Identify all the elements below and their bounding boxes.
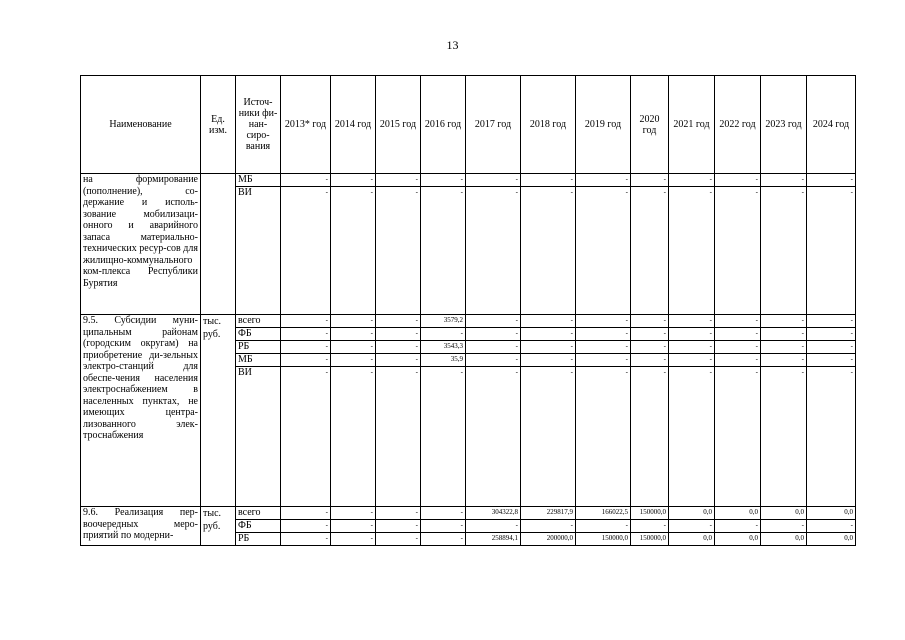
funding-source: ВИ: [236, 367, 281, 507]
value-cell: -: [669, 315, 715, 328]
value-cell: -: [761, 315, 807, 328]
value-cell: -: [421, 533, 466, 546]
value-cell: -: [281, 328, 331, 341]
value-cell: -: [521, 187, 576, 315]
value-cell: -: [761, 367, 807, 507]
header-year: 2013* год: [281, 76, 331, 174]
value-cell: 3579,2: [421, 315, 466, 328]
funding-source: всего: [236, 315, 281, 328]
table-row: [81, 315, 856, 328]
funding-source: МБ: [236, 354, 281, 367]
value-cell: -: [576, 315, 631, 328]
value-cell: -: [807, 187, 856, 315]
value-cell: -: [761, 174, 807, 187]
item-unit: [201, 174, 236, 315]
value-cell: -: [631, 187, 669, 315]
value-cell: -: [669, 367, 715, 507]
value-cell: 150000,0: [576, 533, 631, 546]
header-name: Наименование: [81, 76, 201, 174]
value-cell: -: [466, 174, 521, 187]
value-cell: -: [376, 507, 421, 520]
funding-source: МБ: [236, 174, 281, 187]
value-cell: -: [466, 520, 521, 533]
value-cell: -: [669, 520, 715, 533]
value-cell: -: [631, 520, 669, 533]
value-cell: 0,0: [761, 533, 807, 546]
value-cell: -: [576, 354, 631, 367]
header-year: 2019 год: [576, 76, 631, 174]
funding-source: всего: [236, 507, 281, 520]
value-cell: -: [807, 520, 856, 533]
value-cell: -: [631, 354, 669, 367]
value-cell: -: [807, 367, 856, 507]
value-cell: -: [576, 187, 631, 315]
value-cell: -: [331, 354, 376, 367]
item-name: 9.5. Субсидии муни-ципальным районам (городским округам) на приобретение ди-зельных электро-станций для обеспе-чения населения электроснабжением в населенных пунктах, не имеющих центра-лизованного элек-троснабжения: [81, 315, 201, 507]
value-cell: -: [521, 367, 576, 507]
value-cell: -: [807, 328, 856, 341]
value-cell: 0,0: [807, 507, 856, 520]
value-cell: -: [421, 187, 466, 315]
value-cell: -: [466, 367, 521, 507]
value-cell: 0,0: [669, 533, 715, 546]
value-cell: 304322,8: [466, 507, 521, 520]
value-cell: -: [576, 341, 631, 354]
value-cell: -: [466, 328, 521, 341]
value-cell: 258894,1: [466, 533, 521, 546]
value-cell: -: [521, 315, 576, 328]
value-cell: -: [715, 520, 761, 533]
value-cell: -: [376, 367, 421, 507]
value-cell: -: [631, 367, 669, 507]
value-cell: -: [466, 315, 521, 328]
value-cell: 0,0: [807, 533, 856, 546]
value-cell: -: [631, 341, 669, 354]
funding-source: ВИ: [236, 187, 281, 315]
value-cell: -: [576, 328, 631, 341]
item-unit: тыс. руб.: [201, 315, 236, 507]
value-cell: -: [331, 328, 376, 341]
value-cell: -: [281, 533, 331, 546]
value-cell: -: [331, 315, 376, 328]
value-cell: -: [421, 328, 466, 341]
value-cell: -: [421, 507, 466, 520]
item-unit: тыс. руб.: [201, 507, 236, 546]
table-body: [81, 174, 856, 546]
value-cell: -: [376, 341, 421, 354]
value-cell: -: [807, 354, 856, 367]
value-cell: -: [715, 367, 761, 507]
value-cell: 150000,0: [631, 507, 669, 520]
value-cell: -: [281, 341, 331, 354]
table-row: [81, 507, 856, 520]
value-cell: -: [807, 315, 856, 328]
table-row: [81, 174, 856, 187]
funding-source: РБ: [236, 341, 281, 354]
value-cell: 0,0: [715, 507, 761, 520]
value-cell: 0,0: [761, 507, 807, 520]
value-cell: -: [281, 187, 331, 315]
value-cell: 0,0: [669, 507, 715, 520]
header-year: 2015 год: [376, 76, 421, 174]
page-number: 13: [446, 38, 459, 52]
value-cell: -: [669, 328, 715, 341]
value-cell: 229817,9: [521, 507, 576, 520]
value-cell: -: [576, 520, 631, 533]
value-cell: -: [331, 187, 376, 315]
value-cell: -: [521, 354, 576, 367]
value-cell: -: [631, 174, 669, 187]
value-cell: -: [466, 187, 521, 315]
value-cell: -: [376, 354, 421, 367]
value-cell: -: [669, 187, 715, 315]
value-cell: -: [376, 520, 421, 533]
value-cell: -: [331, 533, 376, 546]
value-cell: -: [807, 174, 856, 187]
value-cell: -: [281, 520, 331, 533]
value-cell: -: [331, 520, 376, 533]
value-cell: -: [761, 354, 807, 367]
value-cell: -: [421, 174, 466, 187]
budget-table: [80, 75, 856, 546]
header-year: 2023 год: [761, 76, 807, 174]
header-year: 2021 год: [669, 76, 715, 174]
item-name: на формирование (пополнение), со-держание и исполь-зование мобилизаци-онного и аварийного запаса материально-технических ресур-сов для жилищно-коммунального ком-плекса Республики Бурятия: [81, 174, 201, 315]
value-cell: 0,0: [715, 533, 761, 546]
value-cell: -: [466, 354, 521, 367]
value-cell: 3543,3: [421, 341, 466, 354]
value-cell: -: [421, 520, 466, 533]
value-cell: -: [421, 367, 466, 507]
header-unit: Ед. изм.: [201, 76, 236, 174]
value-cell: -: [715, 315, 761, 328]
value-cell: -: [376, 328, 421, 341]
value-cell: -: [521, 328, 576, 341]
value-cell: -: [715, 187, 761, 315]
value-cell: -: [376, 533, 421, 546]
value-cell: -: [376, 187, 421, 315]
value-cell: -: [281, 507, 331, 520]
value-cell: 150000,0: [631, 533, 669, 546]
value-cell: -: [331, 174, 376, 187]
value-cell: -: [715, 174, 761, 187]
value-cell: -: [521, 341, 576, 354]
value-cell: -: [761, 328, 807, 341]
header-year: 2018 год: [521, 76, 576, 174]
header-source: Источ-ники фи-нан-сиро-вания: [236, 76, 281, 174]
item-name: 9.6. Реализация пер-воочередных меро-приятий по модерни-: [81, 507, 201, 546]
value-cell: 35,9: [421, 354, 466, 367]
value-cell: -: [715, 328, 761, 341]
value-cell: -: [281, 315, 331, 328]
header-year: 2024 год: [807, 76, 856, 174]
value-cell: -: [669, 354, 715, 367]
header-row: [81, 76, 856, 174]
value-cell: -: [631, 328, 669, 341]
value-cell: -: [281, 367, 331, 507]
header-year: 2020 год: [631, 76, 669, 174]
value-cell: 166022,5: [576, 507, 631, 520]
funding-source: РБ: [236, 533, 281, 546]
value-cell: -: [281, 174, 331, 187]
value-cell: -: [715, 354, 761, 367]
value-cell: -: [331, 341, 376, 354]
value-cell: -: [331, 507, 376, 520]
value-cell: -: [576, 174, 631, 187]
value-cell: -: [669, 341, 715, 354]
value-cell: -: [761, 520, 807, 533]
header-year: 2016 год: [421, 76, 466, 174]
funding-source: ФБ: [236, 520, 281, 533]
value-cell: -: [376, 174, 421, 187]
value-cell: -: [521, 520, 576, 533]
value-cell: -: [376, 315, 421, 328]
value-cell: 200000,0: [521, 533, 576, 546]
header-year: 2014 год: [331, 76, 376, 174]
value-cell: -: [807, 341, 856, 354]
funding-source: ФБ: [236, 328, 281, 341]
value-cell: -: [631, 315, 669, 328]
value-cell: -: [331, 367, 376, 507]
value-cell: -: [521, 174, 576, 187]
value-cell: -: [715, 341, 761, 354]
value-cell: -: [669, 174, 715, 187]
value-cell: -: [466, 341, 521, 354]
header-year: 2022 год: [715, 76, 761, 174]
value-cell: -: [761, 341, 807, 354]
header-year: 2017 год: [466, 76, 521, 174]
value-cell: -: [281, 354, 331, 367]
value-cell: -: [761, 187, 807, 315]
value-cell: -: [576, 367, 631, 507]
